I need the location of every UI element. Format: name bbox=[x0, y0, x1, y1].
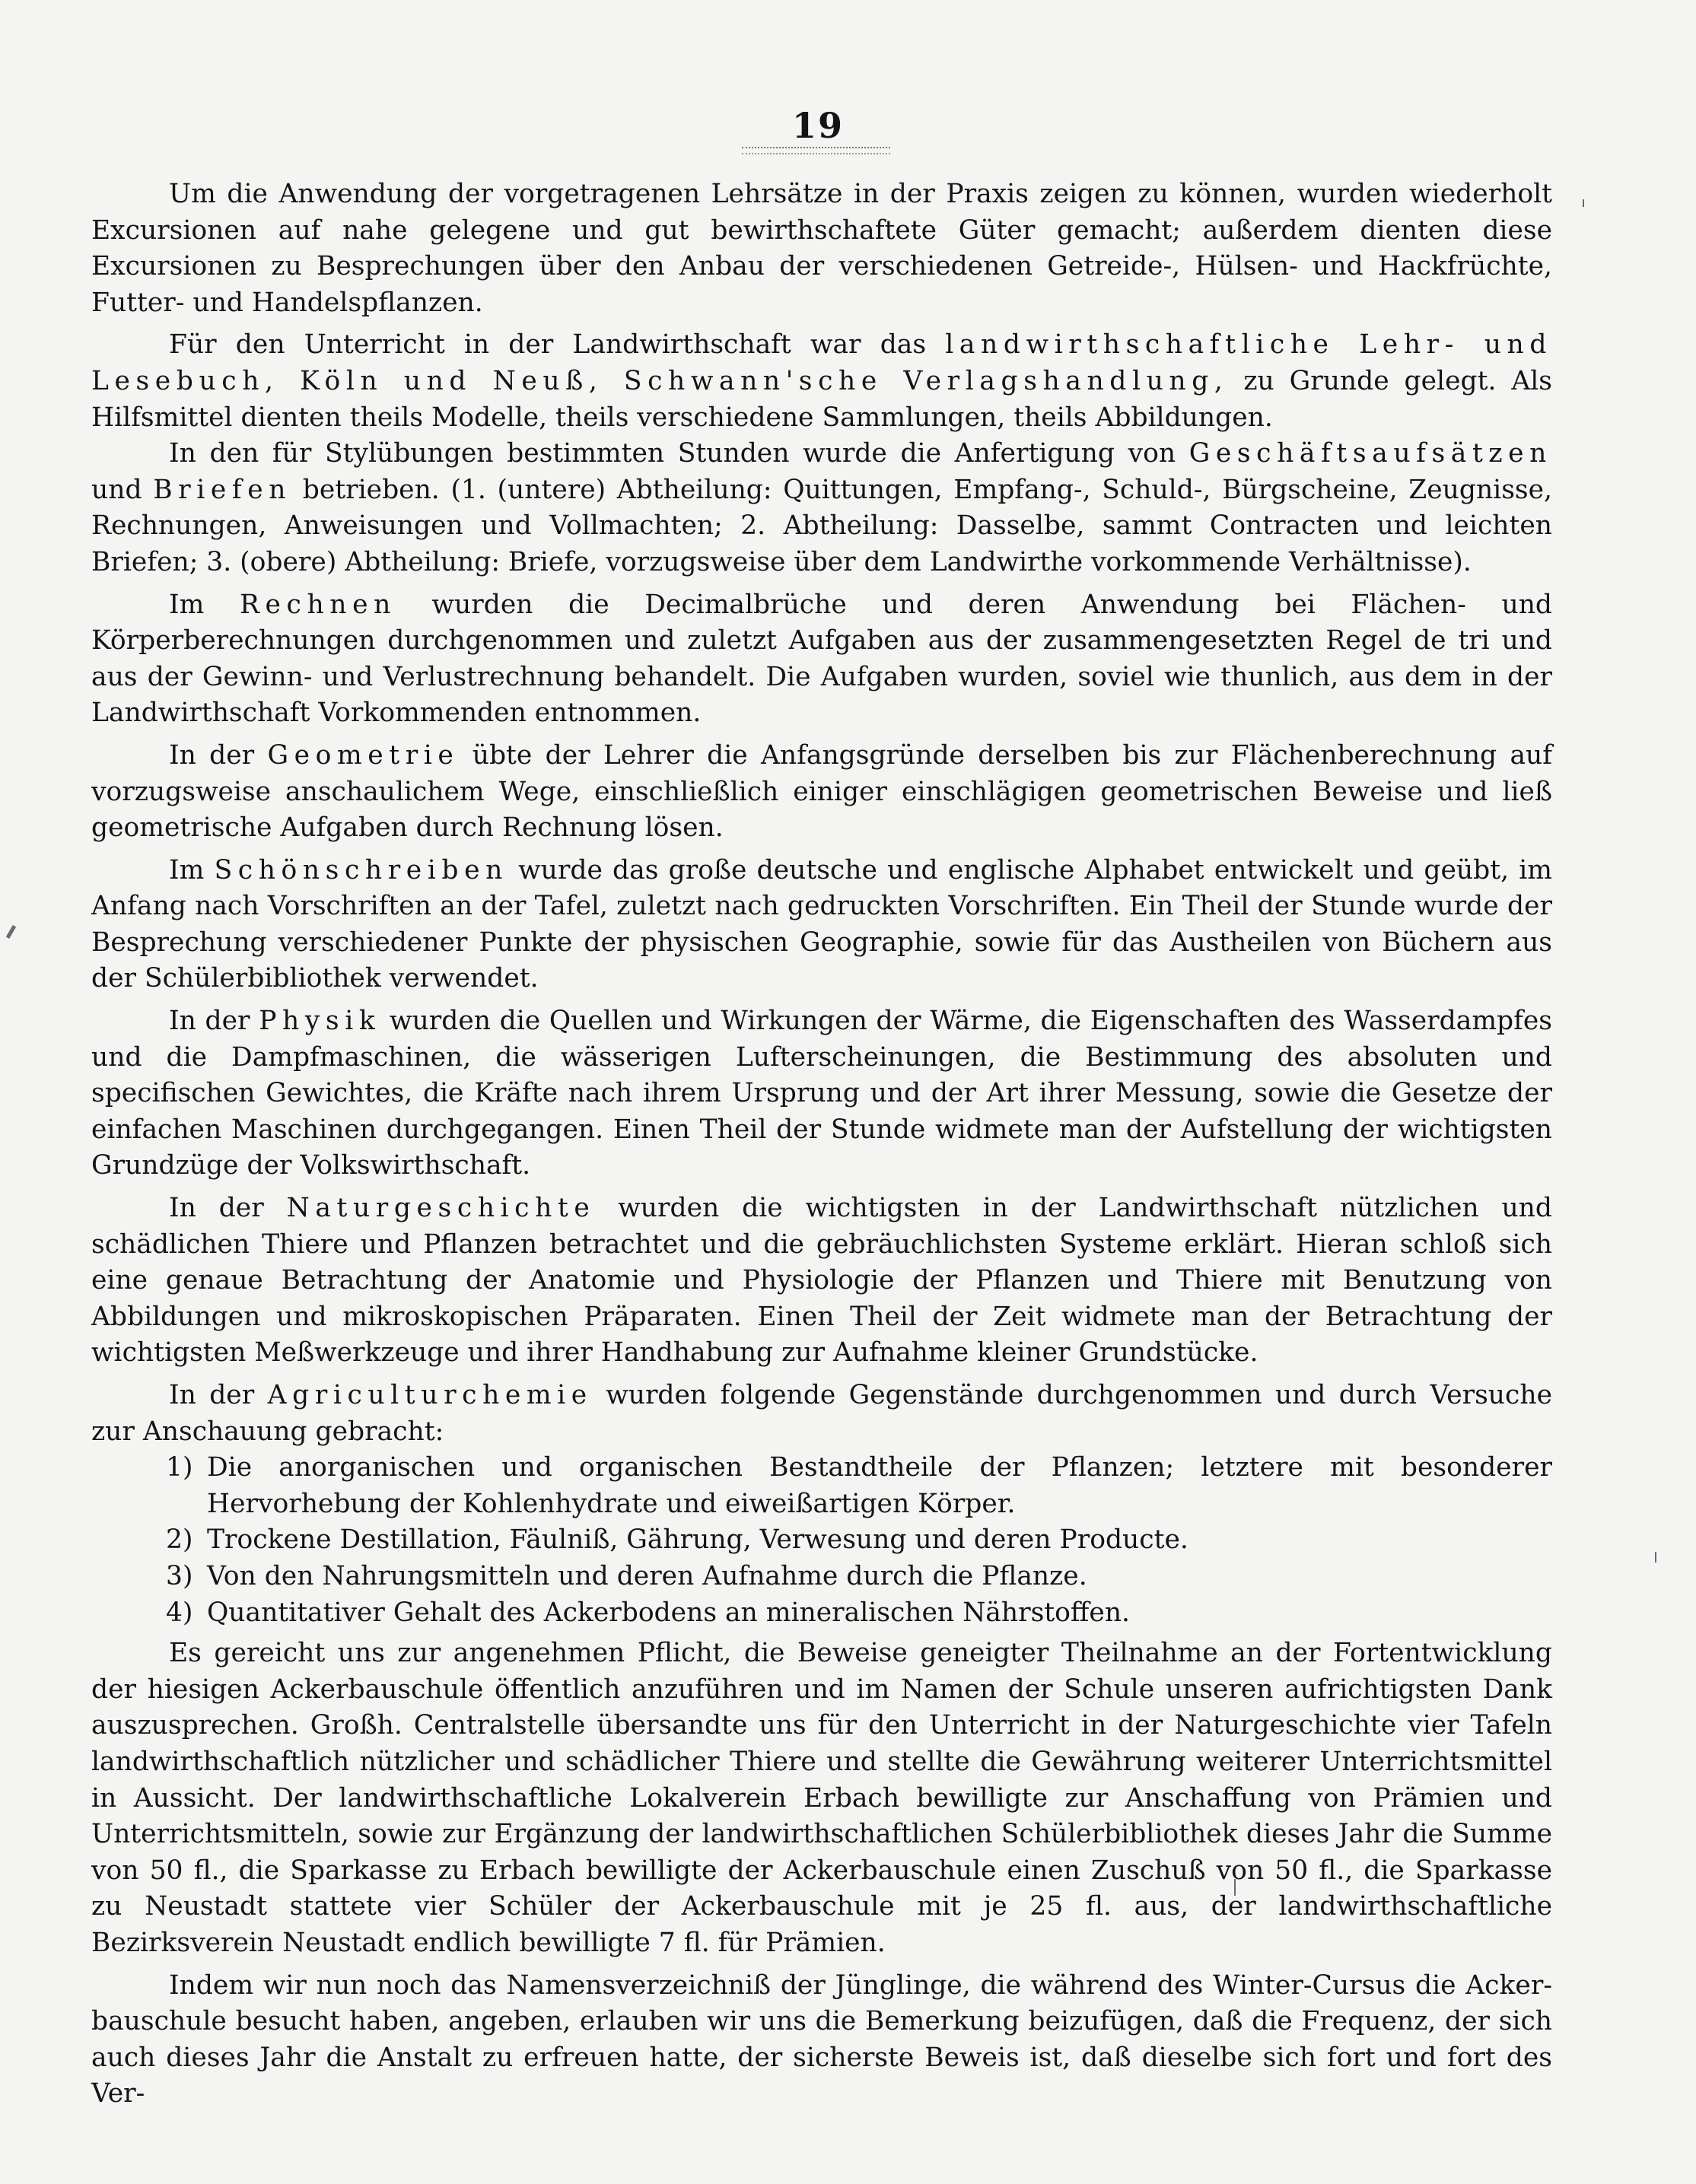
paragraph-agriculture bbox=[91, 327, 1552, 436]
list-item-text: Die anorganischen und organischen Bestandtheile der Pflanzen; letztere mit besonderer Hervorhebung der Kohlenhydrate und eiweißartigen Körper. bbox=[207, 1452, 1552, 1519]
margin-mark bbox=[1583, 199, 1584, 207]
textbook-title: landwirthschaftliche Lehr- und Lesebuch, Köln und Neuß, Schwann'sche Verlagshandlung, bbox=[91, 329, 1552, 396]
paragraph-excursions: Um die Anwendung der vorgetragenen Lehrsätze in der Praxis zeigen zu können, wurden wiederholt Excursionen auf nahe gelegene und gut bewirthschaftete Güter gemacht; außerdem dienten diese Excursionen zu Besprechungen über den Anbau der verschiedenen Getreide-, Hülsen- und Hackfrüchte, Futter- und Handelspflanzen. bbox=[91, 179, 1552, 318]
page-number: 19 bbox=[791, 105, 844, 146]
document-body bbox=[91, 176, 1552, 2119]
text-span: wurden folgende Gegenstände durchgenommen und durch Versuche zur Anschauung gebracht: bbox=[91, 1380, 1552, 1447]
text-span: wurden die Decimalbrüche und deren Anwendung bei Flächen- und Körperberechnungen durchgenommen und zuletzt Aufgaben aus der zusammengesetzten Regel de tri und aus der Gewinn- und Verlustrechnung behandelt. Die Aufgaben wurden, soviel wie thunlich, aus dem in der Landwirthschaft Vorkommenden entnommen. bbox=[91, 589, 1552, 729]
subject-term: Geschäftsaufsätzen bbox=[1188, 438, 1552, 469]
chemistry-topic-list bbox=[91, 1450, 1552, 1631]
paragraph-natural-history bbox=[91, 1191, 1552, 1372]
text-span: In der bbox=[169, 739, 268, 771]
subject-term: Schönschreiben bbox=[214, 854, 508, 885]
list-item-text: Von den Nahrungsmitteln und deren Aufnahme durch die Pflanze. bbox=[207, 1560, 1087, 1591]
subject-term: Physik bbox=[259, 1006, 381, 1037]
text-span: In der bbox=[169, 1006, 259, 1037]
text-span: betrieben. (1. (untere) Abtheilung: Quittungen, Empfang-, Schuld-, Bürgscheine, Zeugnisse, Rechnungen, Anweisungen und Vollmachten; 2. Abtheilung: Dasselbe, sammt Contracten und leichten Briefen; 3. (obere) Abtheilung: Briefe, vorzugsweise über dem Landwirthe vorkommende Verhältnisse). bbox=[91, 474, 1552, 577]
list-item bbox=[166, 1595, 1552, 1632]
text-span: In der bbox=[169, 1380, 268, 1410]
list-item-text: Quantitativer Gehalt des Ackerbodens an mineralischen Nährstoffen. bbox=[207, 1597, 1131, 1628]
list-item-number: 4) bbox=[166, 1597, 193, 1628]
text-span: Für den Unterricht in der Landwirthschaft war das bbox=[169, 329, 946, 361]
paragraph-acknowledgements: Es gereicht uns zur angenehmen Pflicht, die Beweise geneigter Theilnahme an der Fortentwicklung der hiesigen Ackerbauschule öffentlich anzuführen und im Namen der Schule unseren aufrichtigsten Dank auszusprechen. Großh. Centralstelle übersandte uns für den Unterricht in der Naturgeschichte vier Tafeln landwirthschaftlich nützlicher und schädlicher Thiere und stellte die Gewährung weiterer Unterrichtsmittel in Aussicht. Der landwirthschaftliche Lokalverein Erbach bewilligte zur Anschaffung von Prämien und Unterrichtsmitteln, sowie zur Ergänzung der landwirthschaftlichen Schülerbibliothek dieses Jahr die Summe von 50 fl., die Sparkasse zu Erbach bewilligte der Ackerbauschule einen Zuschuß von 50 fl., die Sparkasse zu Neustadt stattete vier Schüler der Ackerbauschule mit je 25 fl. aus, der landwirthschaftliche Bezirksverein Neustadt endlich bewilligte 7 fl. für Prämien. bbox=[91, 1638, 1552, 1958]
text-span: wurde das große deutsche und englische Alphabet entwickelt und geübt, im Anfang nach Vorschriften an der Tafel, zuletzt nach gedruckten Vorschriften. Ein Theil der Stunde wurde der Besprechung verschiedener Punkte der physischen Geographie, sowie für das Austheilen von Büchern aus der Schülerbibliothek verwendet. bbox=[91, 854, 1552, 994]
paragraph-calligraphy bbox=[91, 853, 1552, 997]
subject-term: Briefen bbox=[153, 474, 292, 505]
list-item-text: Trockene Destillation, Fäulniß, Gährung, Verwesung und deren Producte. bbox=[207, 1524, 1188, 1556]
text-span: Im bbox=[169, 854, 215, 885]
paragraph-geometry bbox=[91, 738, 1552, 847]
paragraph-physics bbox=[91, 1003, 1552, 1184]
list-item bbox=[166, 1559, 1552, 1595]
text-span: wurden die Quellen und Wirkungen der Wärme, die Eigenschaften des Wasserdampfes und die Dampfmaschinen, die wässerigen Lufterscheinungen, die Bestimmung des absoluten und specifischen Gewichtes, die Kräfte nach ihrem Ursprung und der Art ihrer Messung, sowie die Gesetze der einfachen Maschinen durchgegangen. Einen Theil der Stunde widmete man der Aufstellung der wichtigsten Grundzüge der Volkswirthschaft. bbox=[91, 1006, 1553, 1181]
text-span: übte der Lehrer die Anfangsgründe derselben bis zur Flächenberechnung auf vorzugsweise anschaulichem Wege, einschließlich einiger einschlägigen geometrischen Beweise und ließ geometrische Aufgaben durch Rechnung lösen. bbox=[91, 739, 1552, 844]
paragraph-arithmetic bbox=[91, 587, 1552, 732]
text-span: In den für Stylübungen bestimmten Stunden wurde die Anfertigung von bbox=[169, 438, 1189, 469]
subject-term: Naturgeschichte bbox=[286, 1193, 596, 1224]
text-span: zu Grunde gelegt. Als Hilfsmittel dienten theils Modelle, theils verschiedene Sammlungen, theils Abbildungen. bbox=[91, 365, 1552, 433]
text-span: und bbox=[91, 474, 154, 505]
text-span: Im bbox=[169, 589, 240, 620]
list-item-number: 2) bbox=[166, 1524, 193, 1556]
list-item bbox=[166, 1522, 1552, 1559]
list-item-number: 3) bbox=[166, 1560, 193, 1591]
subject-term: Agriculturchemie bbox=[267, 1380, 593, 1410]
text-span: wurden die wichtigsten in der Landwirthschaft nützlichen und schädlichen Thiere und Pflanzen betrachtet und die gebräuchlichsten Systeme erklärt. Hieran schloß sich eine genaue Betrachtung der Anatomie und Physiologie der Pflanzen und Thiere mit Benutzung von Abbildungen und mikroskopischen Präparaten. Einen Theil der Zeit widmete man der Betrachtung der wichtigsten Meßwerkzeuge und ihrer Handhabung zur Aufnahme kleiner Grundstücke. bbox=[91, 1193, 1552, 1369]
subject-term: Rechnen bbox=[239, 589, 396, 620]
paragraph-agricultural-chemistry bbox=[91, 1378, 1552, 1450]
list-item-number: 1) bbox=[166, 1452, 193, 1483]
subject-term: Geometrie bbox=[267, 739, 460, 771]
margin-mark bbox=[6, 925, 16, 939]
paragraph-closing: Indem wir nun noch das Namensverzeichniß der Jünglinge, die während des Winter-Cursus die Ackerbauschule besucht haben, angeben, erlauben wir uns die Bemerkung beizufügen, daß die Frequenz, der sich auch dieses Jahr die Anstalt zu erfreuen hatte, der sicherste Beweis ist, daß dieselbe sich fort und fort des Ver- bbox=[91, 1969, 1552, 2109]
header-ornament-rule bbox=[742, 147, 890, 154]
list-item bbox=[166, 1450, 1552, 1522]
text-span: In der bbox=[169, 1193, 287, 1224]
margin-mark bbox=[1655, 1552, 1656, 1562]
paragraph-style-exercises bbox=[91, 436, 1552, 580]
